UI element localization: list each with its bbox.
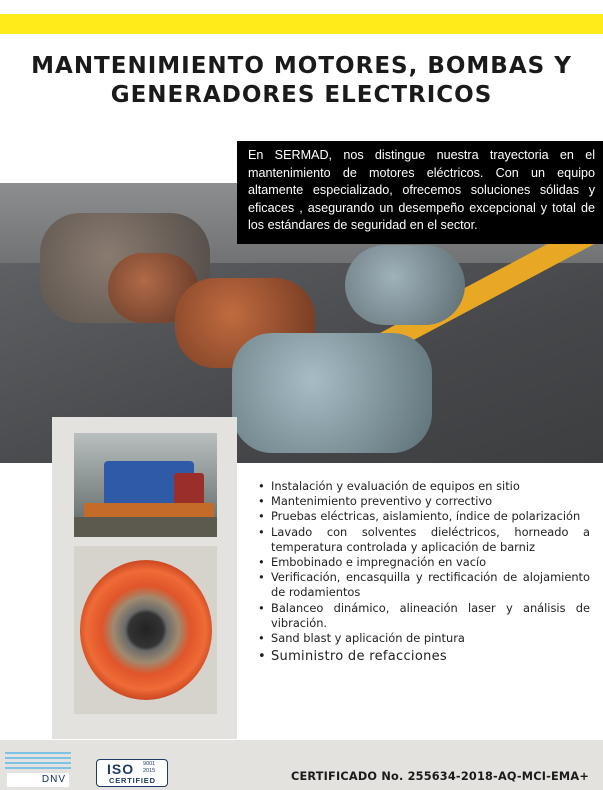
title-line-2: GENERADORES ELECTRICOS [110, 82, 493, 108]
truck-transport-photo [74, 433, 217, 537]
stator-winding-photo [74, 546, 217, 714]
list-item: • Verificación, encasquilla y rectificación de alojamiento de rodamientos [255, 570, 590, 600]
list-item: • Lavado con solventes dieléctricos, horneado a temperatura controlada y aplicación de barniz [255, 525, 590, 555]
dnv-label: DNV [7, 773, 69, 787]
dnv-logo [5, 752, 71, 786]
iso-year: 2015 [143, 767, 156, 774]
services-list [255, 479, 590, 666]
list-item: • Sand blast y aplicación de pintura [255, 631, 590, 646]
iso-label: ISO [107, 761, 135, 777]
top-accent-bar [0, 14, 603, 34]
list-item: • Mantenimiento preventivo y correctivo [255, 494, 590, 509]
title-line-1: MANTENIMIENTO MOTORES, BOMBAS Y [31, 53, 572, 79]
list-item: • Balanceo dinámico, alineación laser y análisis de vibración. [255, 601, 590, 631]
iso-certified-label: CERTIFIED [109, 776, 156, 785]
motor-shape [232, 333, 432, 453]
list-item: • Pruebas eléctricas, aislamiento, índice de polarización [255, 509, 590, 524]
page-title [20, 52, 583, 110]
list-item: • Suministro de refacciones [255, 647, 590, 666]
list-item: • Embobinado e impregnación en vacío [255, 555, 590, 570]
iso-certified-badge [96, 759, 168, 787]
intro-text-box [237, 141, 603, 244]
certificate-number: CERTIFICADO No. 255634-2018-AQ-MCI-EMA+ [290, 770, 589, 783]
intro-paragraph: En SERMAD, nos distingue nuestra trayectoria en el mantenimiento de motores eléctricos. Con un equipo altamente especializado, ofrecemos soluciones sólidas y eficaces , asegurando un desempeño excepcional y total de los estándares de seguridad en el sector. [248, 148, 595, 232]
iso-standard: 9001 [143, 761, 156, 767]
motor-shape [345, 245, 465, 325]
list-item: • Instalación y evaluación de equipos en sitio [255, 479, 590, 494]
